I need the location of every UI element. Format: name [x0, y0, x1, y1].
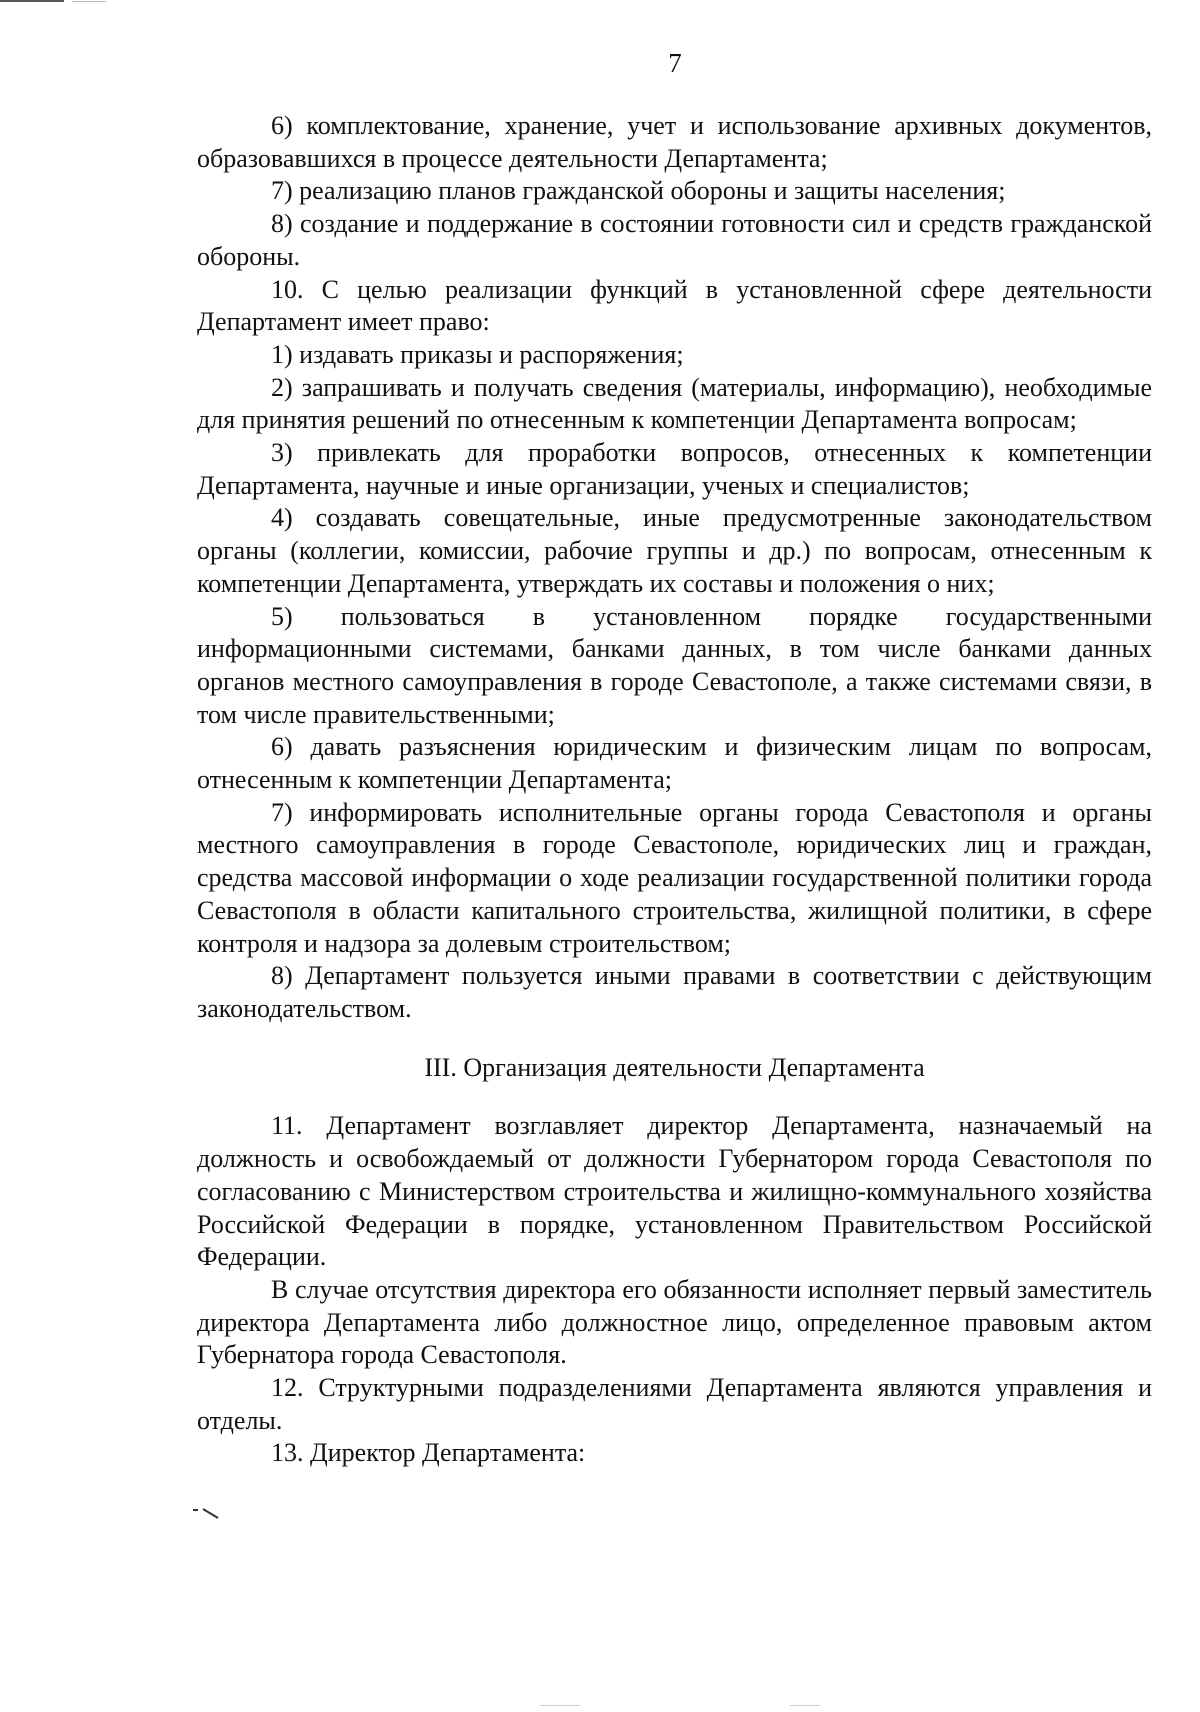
scan-speck — [790, 1705, 820, 1706]
scan-edge-mark — [0, 0, 64, 2]
right-item-1: 1) издавать приказы и распоряжения; — [271, 339, 684, 369]
right-item-6: 6) давать разъяснения юридическим и физическим лицам по вопросам, отнесенным к компетенции Департамента; — [197, 732, 1152, 795]
list-item-archive: 6) комплектование, хранение, учет и использование архивных документов, образовавшихся в процессе деятельности Департамента; — [197, 111, 1152, 173]
document-body — [197, 110, 1152, 1470]
scan-speck — [540, 1705, 580, 1706]
right-item-8: 8) Департамент пользуется иными правами в соответствии с действующим законодательством. — [197, 961, 1152, 1023]
clause-12: 12. Структурными подразделениями Департамента являются управления и отделы. — [197, 1373, 1152, 1435]
list-item-civil-defense-plans: 7) реализацию планов гражданской обороны и защиты населения; — [271, 176, 1006, 206]
clause-13: 13. Директор Департамента: — [271, 1438, 586, 1468]
clause-10: 10. С целью реализации функций в установленной сфере деятельности Департамент имеет право: — [197, 274, 1152, 337]
page-number: 7 — [668, 48, 682, 78]
right-item-7: 7) информировать исполнительные органы города Севастополя и органы местного самоуправления в городе Севастополе, юридических лиц и граждан, средства массовой информации о ходе реализации государственной политики города Севастополя в области капитального строительства, жилищной политики, в сфере контроля и надзора за долевым строительством; — [197, 797, 1152, 958]
scan-edge-mark-faint — [72, 1, 106, 2]
clause-11-substitution: В случае отсутствия директора его обязанности исполняет первый заместитель директора Департамента либо должностное лицо, определенное правовым актом Губернатора города Севастополя. — [197, 1274, 1152, 1370]
section-heading: III. Организация деятельности Департамента — [424, 1052, 925, 1082]
right-item-4: 4) создавать совещательные, иные предусмотренные законодательством органы (коллегии, комиссии, рабочие группы и др.) по вопросам, отнесенным к компетенции Департамента, утверждать их составы и положения о них; — [197, 503, 1152, 598]
right-item-2: 2) запрашивать и получать сведения (материалы, информацию), необходимые для принятия решений по отнесенным к компетенции Департамента вопросам; — [197, 372, 1152, 435]
list-item-civil-defense-forces: 8) создание и поддержание в состоянии готовности сил и средств гражданской обороны. — [197, 209, 1152, 271]
clause-11: 11. Департамент возглавляет директор Департамента, назначаемый на должность и освобождаемый от должности Губернатором города Севастополя по согласованию с Министерством строительства и жилищно-коммунального хозяйства Российской Федерации в порядке, установленном Правительством Российской Федерации. — [197, 1111, 1152, 1272]
right-item-3: 3) привлекать для проработки вопросов, отнесенных к компетенции Департамента, научные и иные организации, ученых и специалистов; — [197, 438, 1152, 500]
right-item-5: 5) пользоваться в установленном порядке государственными информационными системами, банками данных, в том числе банками данных органов местного самоуправления в городе Севастополе, а также системами связи, в том числе правительственными; — [197, 601, 1152, 729]
stray-pen-mark-icon — [192, 1501, 226, 1527]
